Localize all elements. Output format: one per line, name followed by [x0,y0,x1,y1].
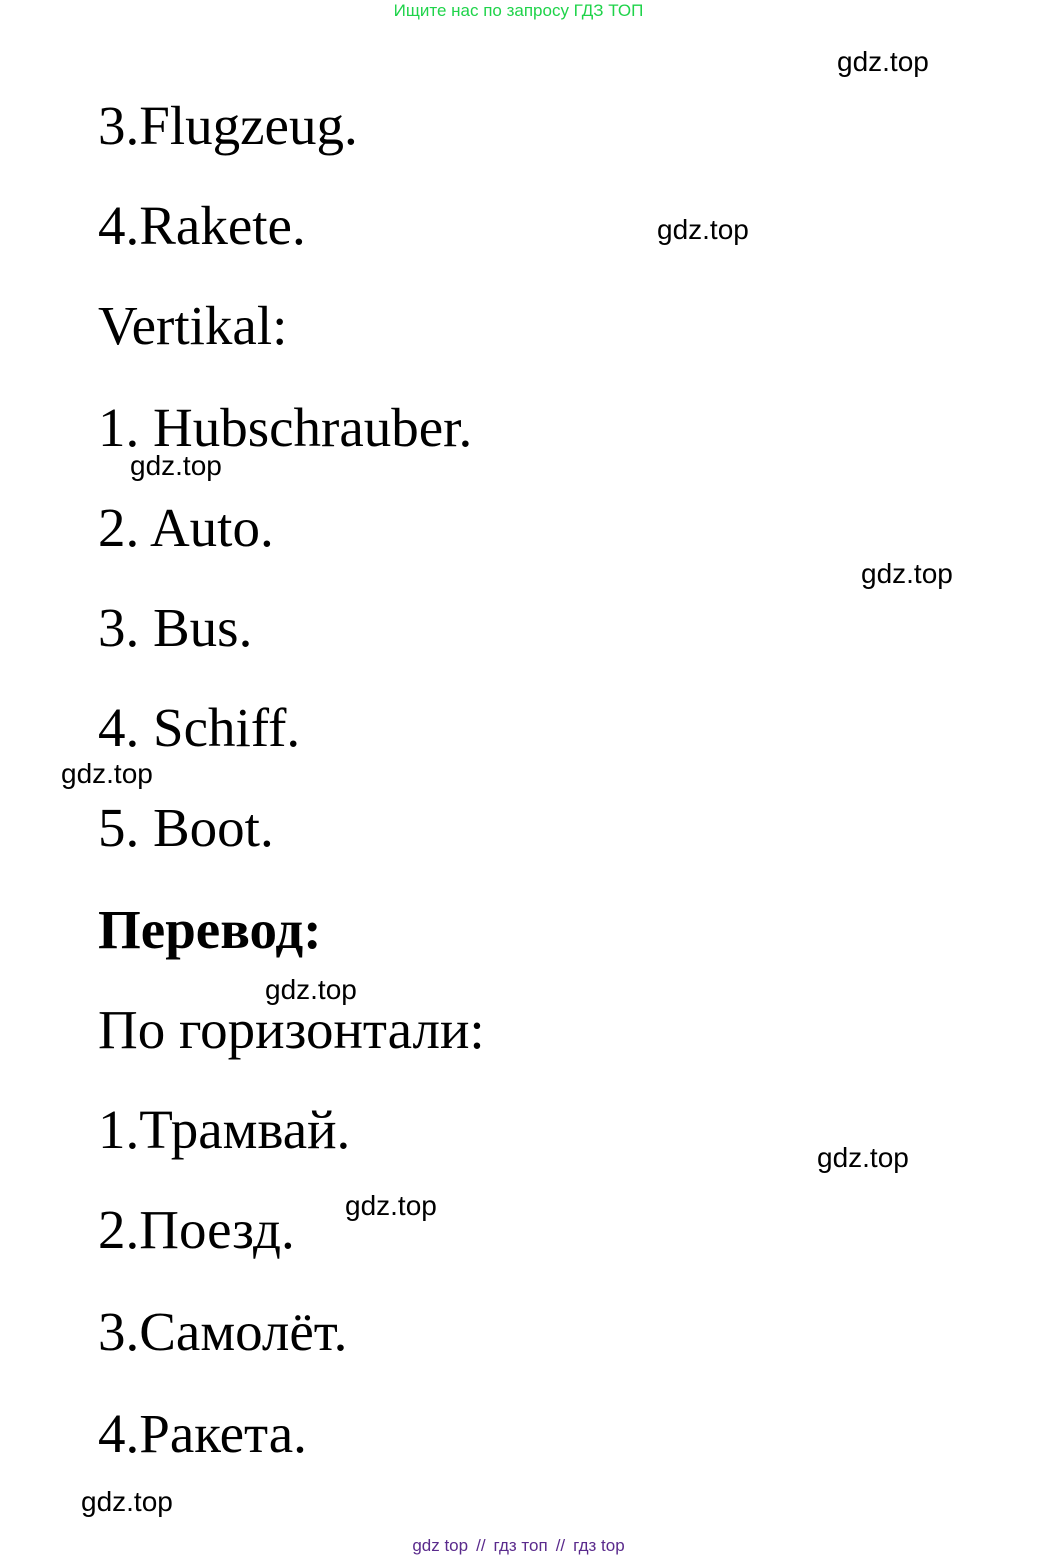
translation-line-rocket: 4.Ракета. [98,1403,307,1464]
footer-separator: // [476,1536,486,1555]
answer-line-schiff: 4. Schiff. [98,697,301,758]
section-title-horizontal: По горизонтали: [98,999,485,1060]
footer-links [0,1535,1037,1557]
translation-line-train: 2.Поезд. [98,1199,295,1260]
translation-heading: Перевод: [98,899,322,960]
search-banner: Ищите нас по запросу ГДЗ ТОП [393,1,644,20]
translation-line-plane: 3.Самолёт. [98,1301,348,1362]
answer-line-boot: 5. Boot. [98,797,274,858]
watermark: gdz.top [81,1486,173,1517]
answer-line-hubschrauber: 1. Hubschrauber. [98,397,473,458]
watermark: gdz.top [817,1142,909,1173]
section-title-vertikal: Vertikal: [98,295,288,356]
watermark: gdz.top [657,214,749,245]
answer-line-bus: 3. Bus. [98,597,253,658]
watermark: gdz.top [61,758,153,789]
footer-link[interactable]: гдз top [573,1536,625,1555]
translation-line-tram: 1.Трамвай. [98,1099,351,1160]
answer-line-flugzeug: 3.Flugzeug. [98,95,358,156]
watermark: gdz.top [861,558,953,589]
footer-link[interactable]: гдз топ [493,1536,548,1555]
answer-line-auto: 2. Auto. [98,497,274,558]
answer-line-rakete: 4.Rakete. [98,195,306,256]
watermark: gdz.top [265,974,357,1005]
footer-separator: // [555,1536,566,1555]
watermark: gdz.top [345,1190,437,1221]
watermark: gdz.top [130,450,222,481]
footer-link[interactable]: gdz top [412,1536,469,1555]
watermark: gdz.top [837,46,929,77]
